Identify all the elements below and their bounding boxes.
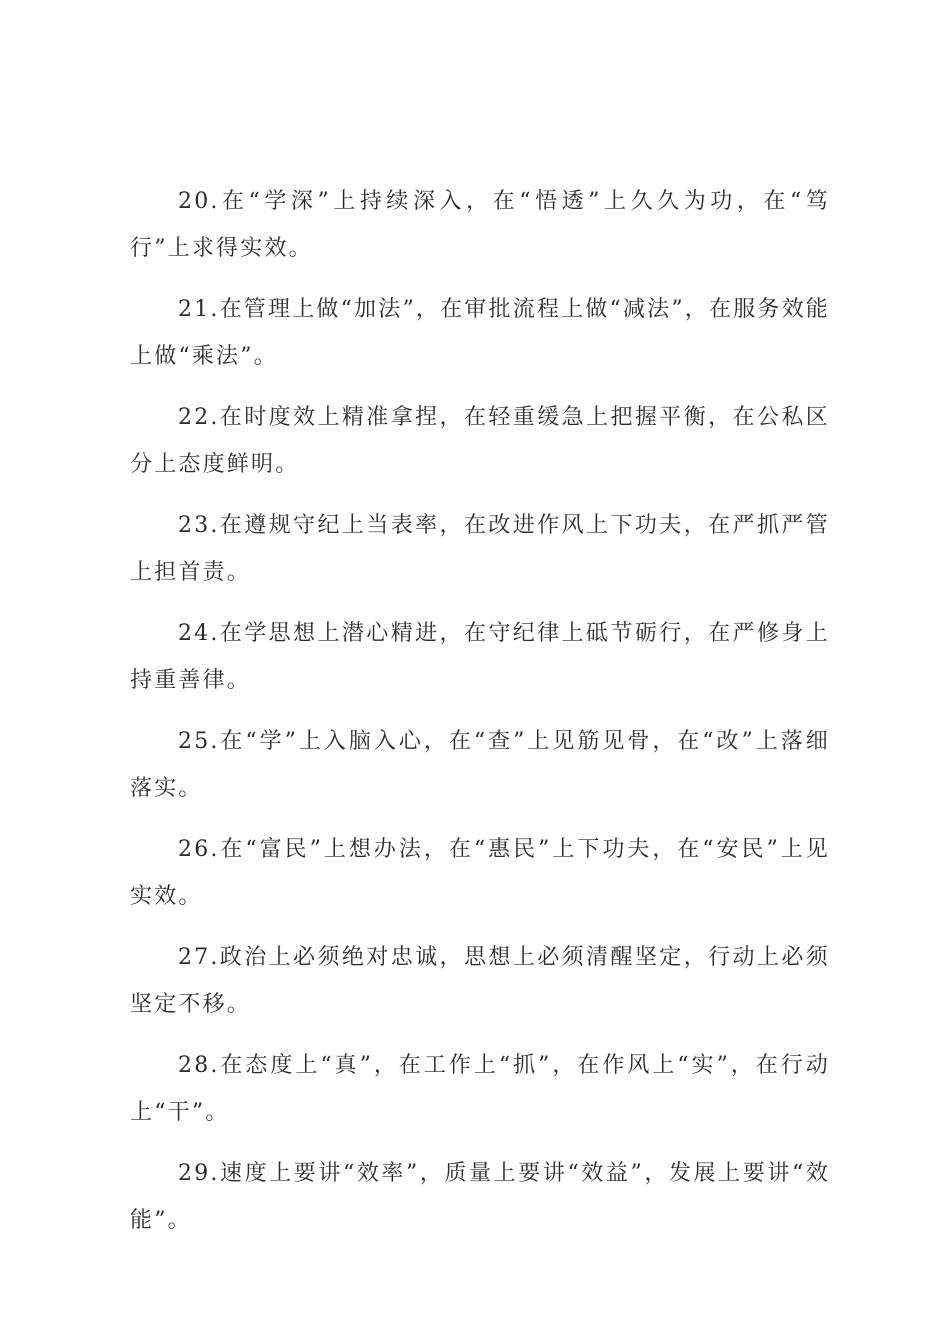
document-body (130, 178, 830, 1258)
paragraph-22: 22.在时度效上精准拿捏，在轻重缓急上把握平衡，在公私区分上态度鲜明。 (130, 405, 830, 477)
paragraph-23: 23.在遵规守纪上当表率，在改进作风上下功夫，在严抓严管上担首责。 (130, 513, 830, 585)
paragraph-28: 28.在态度上“真”，在工作上“抓”，在作风上“实”，在行动上“干”。 (130, 1053, 830, 1125)
paragraph-20: 20.在“学深”上持续深入，在“悟透”上久久为功，在“笃行”上求得实效。 (130, 189, 830, 261)
paragraph-25: 25.在“学”上入脑入心，在“查”上见筋见骨，在“改”上落细落实。 (130, 729, 830, 801)
paragraph-21: 21.在管理上做“加法”，在审批流程上做“减法”，在服务效能上做“乘法”。 (130, 297, 830, 369)
paragraph-26: 26.在“富民”上想办法，在“惠民”上下功夫，在“安民”上见实效。 (130, 837, 830, 909)
paragraph-29: 29.速度上要讲“效率”，质量上要讲“效益”，发展上要讲“效能”。 (130, 1161, 830, 1233)
paragraph-24: 24.在学思想上潜心精进，在守纪律上砥节砺行，在严修身上持重善律。 (130, 621, 830, 693)
paragraph-27: 27.政治上必须绝对忠诚，思想上必须清醒坚定，行动上必须坚定不移。 (130, 945, 830, 1017)
